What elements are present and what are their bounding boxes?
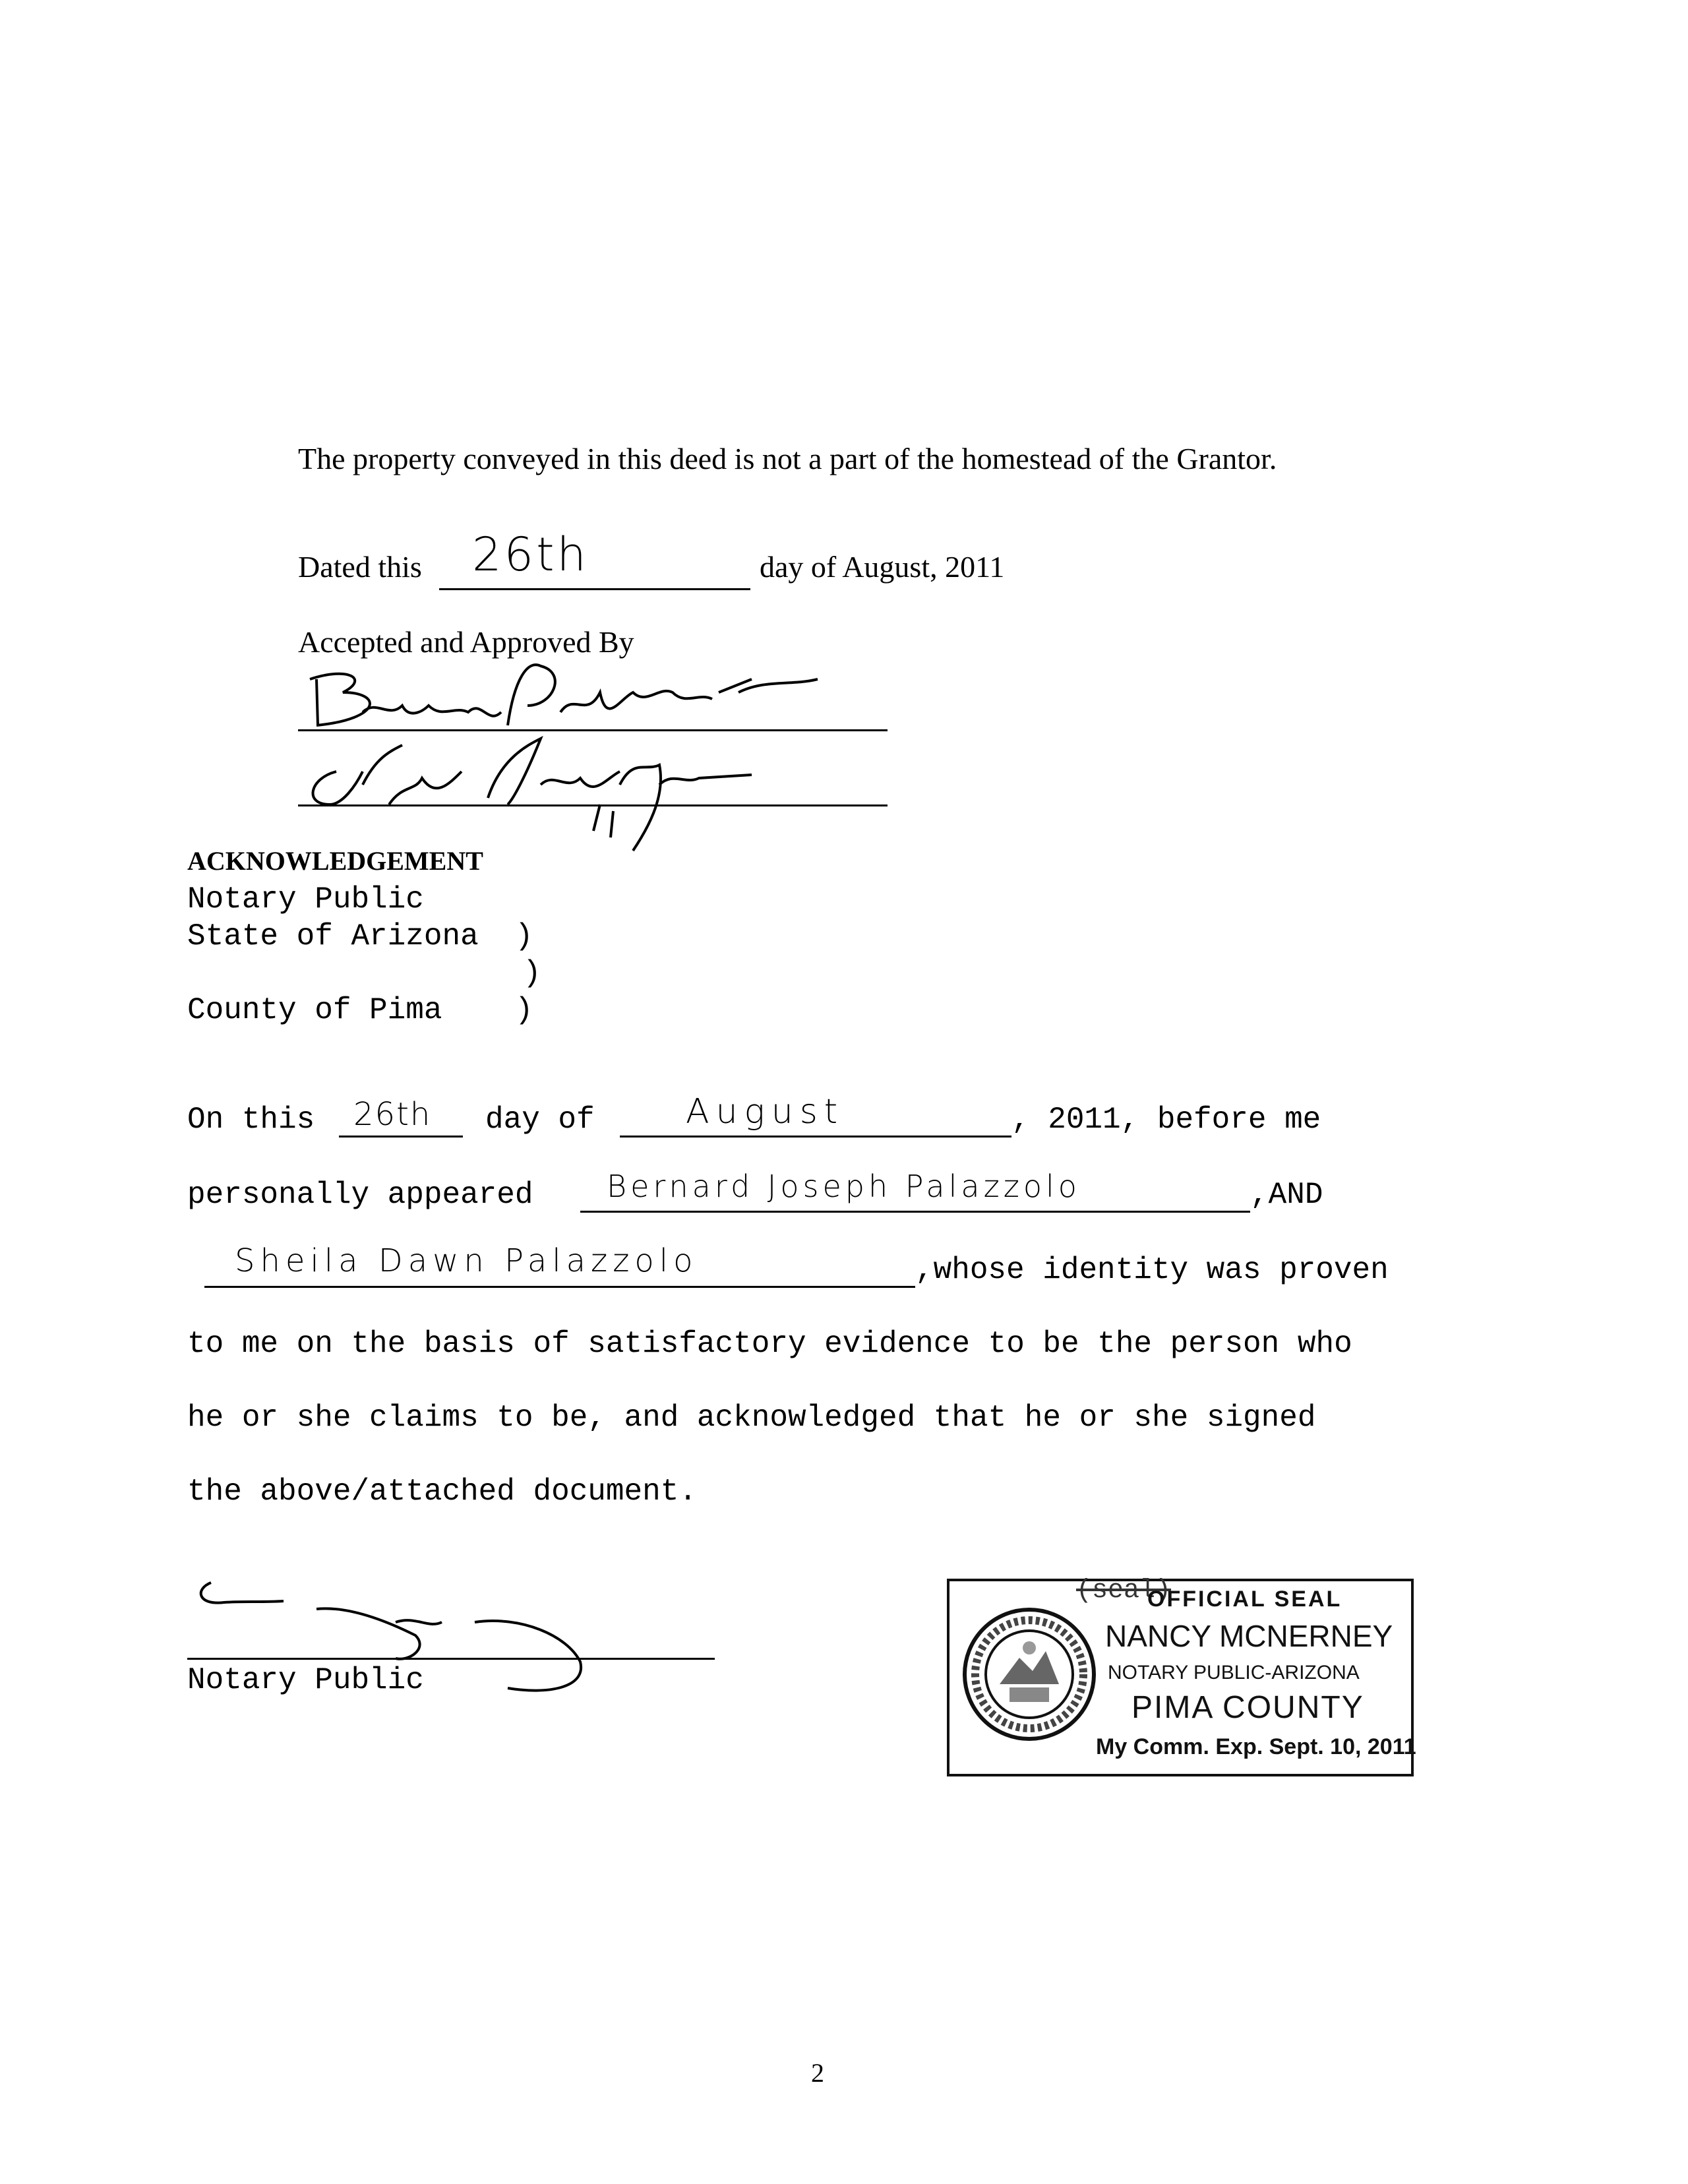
- county-line: County of Pima ): [187, 993, 533, 1027]
- person1-line: [580, 1211, 1250, 1213]
- person2-line: [204, 1286, 915, 1288]
- ack-day-line: [339, 1136, 463, 1138]
- notary-seal-stamp: [947, 1576, 1416, 1776]
- identity-proven: ,whose identity was proven: [915, 1253, 1389, 1287]
- dated-day-handwritten: 26th: [472, 528, 589, 582]
- seal-line-5: My Comm. Exp. Sept. 10, 2011: [1096, 1734, 1416, 1759]
- state-seal-emblem: [960, 1605, 1099, 1744]
- accepted-approved-label: Accepted and Approved By: [298, 625, 634, 659]
- dated-day-line: [439, 588, 750, 590]
- seal-line-1: OFFICIAL SEAL: [1147, 1587, 1342, 1612]
- on-this-label: On this: [187, 1103, 315, 1137]
- grantor-signatures-image: [290, 653, 897, 864]
- personally-appeared-label: personally appeared: [187, 1178, 533, 1212]
- page-number: 2: [811, 2058, 824, 2088]
- year-before-me: , 2011, before me: [1011, 1103, 1321, 1137]
- homestead-statement: The property conveyed in this deed is not a part of the homestead of the Grantor.: [298, 442, 1277, 475]
- seal-label: (seal): [1076, 1576, 1172, 1606]
- seal-line-4: PIMA COUNTY: [1131, 1690, 1364, 1725]
- day-of-label: day of: [485, 1103, 595, 1137]
- state-line: State of Arizona ): [187, 919, 533, 954]
- person1-handwritten: Bernard Joseph Palazzolo: [607, 1168, 1081, 1204]
- notary-public-label: Notary Public: [187, 1663, 424, 1697]
- body-line-4: to me on the basis of satisfactory evidence to be the person who: [187, 1327, 1352, 1361]
- notary-public-line: Notary Public: [187, 882, 424, 917]
- dated-prefix: Dated this: [298, 550, 422, 584]
- dated-suffix: day of August, 2011: [760, 550, 1005, 584]
- person2-handwritten: Sheila Dawn Palazzolo: [235, 1242, 698, 1279]
- and-label: ,AND: [1250, 1178, 1323, 1212]
- ack-day-handwritten: 26th: [353, 1096, 432, 1133]
- acknowledgement-heading: ACKNOWLEDGEMENT: [187, 846, 483, 876]
- state-county-paren: ): [523, 956, 541, 990]
- ack-month-line: [620, 1136, 1011, 1138]
- body-line-5: he or she claims to be, and acknowledged that he or she signed: [187, 1401, 1316, 1435]
- body-line-6: the above/attached document.: [187, 1474, 697, 1509]
- seal-line-2: NANCY MCNERNEY: [1105, 1619, 1393, 1653]
- ack-month-handwritten: August: [686, 1092, 845, 1132]
- seal-line-3: NOTARY PUBLIC-ARIZONA: [1108, 1662, 1360, 1684]
